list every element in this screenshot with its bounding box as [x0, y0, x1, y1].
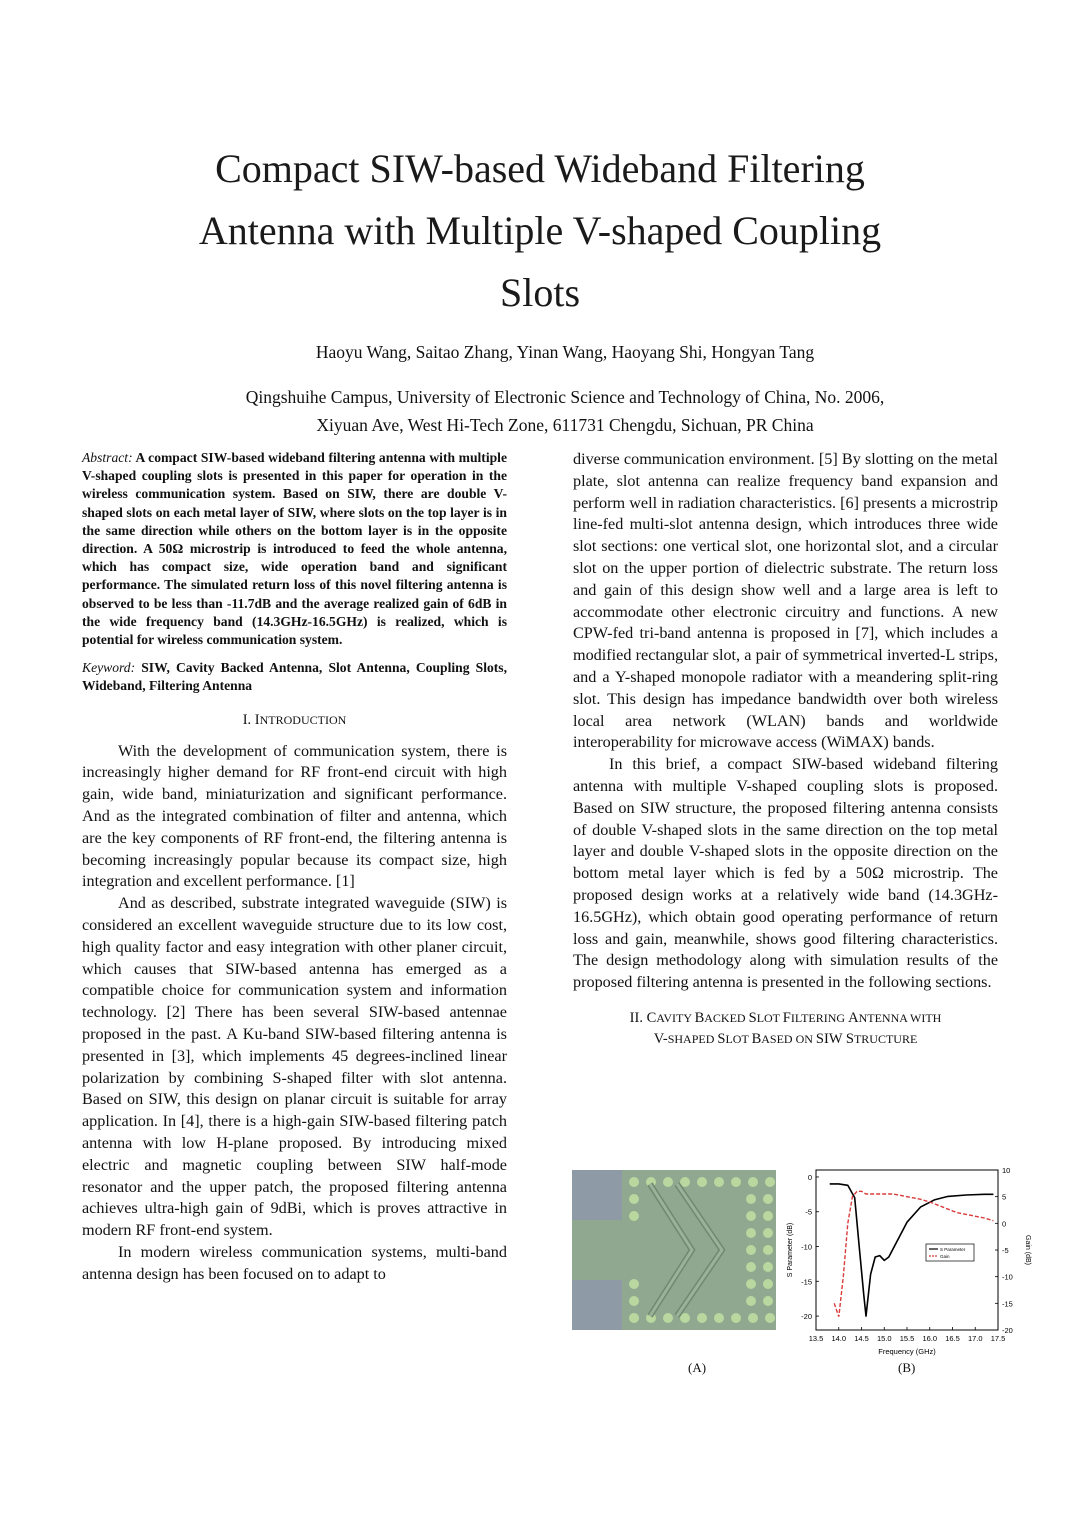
- x-tick-label: 17.5: [990, 1334, 1006, 1343]
- via: [748, 1313, 758, 1323]
- y-tick-label: -5: [805, 1207, 812, 1217]
- antenna-layout-figure: [572, 1170, 776, 1330]
- abstract: [82, 449, 507, 649]
- section-heading-introduction: [82, 710, 507, 731]
- via: [746, 1279, 756, 1289]
- heading-part: ACKED: [704, 1010, 749, 1025]
- via: [629, 1279, 639, 1289]
- heading-part: NTENNA WITH: [858, 1010, 942, 1025]
- via: [746, 1211, 756, 1221]
- x-axis-label: Frequency (GHz): [878, 1347, 936, 1356]
- via: [697, 1313, 707, 1323]
- microstrip-feed: [572, 1220, 624, 1280]
- via: [748, 1177, 758, 1187]
- via: [629, 1177, 639, 1187]
- paper-title: [100, 138, 980, 324]
- right-paragraph-2: In this brief, a compact SIW-based wideband filtering antenna with multiple V-shaped coupling slots is proposed. Based on SIW structure, the proposed filtering antenna consists of double V-shaped slots in the same direction on the top metal layer and double V-shaped slots in the opposite direction on the bottom metal layer which is fed by a 50Ω microstrip. The proposed design works at a relatively wide band (14.3GHz-16.5GHz), which obtain good operating performance of return loss and gain, meanwhile, shows good filtering characteristics. The design methodology along with simulation results of the proposed filtering antenna is presented in the following sections.: [573, 755, 998, 992]
- intro-paragraph-1: With the development of communication system, there is increasingly higher demand for RF front-end circuit with high gain, wide band, miniaturization and significant performance. And as the integrated combination of filter and antenna, which are the key components of RF front-end, the filtering antenna is becoming increasingly popular because its compact size, high integration and excellent performance. [1]: [82, 741, 507, 891]
- y2-tick-label: -10: [1002, 1272, 1013, 1282]
- title-line: Slots: [499, 270, 581, 315]
- y-tick-label: -10: [801, 1242, 812, 1252]
- x-tick-label: 16.5: [945, 1334, 960, 1343]
- y2-tick-label: -15: [1002, 1299, 1013, 1309]
- via: [765, 1313, 775, 1323]
- y2-axis-label: Gain (dB): [1024, 1235, 1031, 1265]
- heading-part: B: [694, 1009, 705, 1026]
- y2-tick-label: 5: [1002, 1192, 1007, 1202]
- via: [746, 1228, 756, 1238]
- intro-paragraph-2: And as described, substrate integrated waveguide (SIW) is considered an excellent waveguide structure due to its low cost, high quality factor and easy integration with other planer circuit, which causes that SIW-based antenna has emerged as a compatible choice for communication system and information technology. [2] There has been several SIW-based antennae proposed in the past. A Ku-band SIW-based filtering antenna is presented in [3], which implements 45 degrees-inclined linear polarization by combining S-shaped filter with slot antenna. Based on SIW, this design on planar circuit is suitable for array application. In [4], there is a high-gain SIW-based filtering patch antenna with low H-plane proposed. By introducing mixed electric and magnetic coupling between SIW half-mode resonator and the upper patch, the proposed filtering antenna achieves ultra-high gain of 9dBi, which is proves attractive in modern RF front-end system.: [82, 894, 507, 1240]
- x-tick-label: 14.0: [831, 1334, 847, 1343]
- via: [629, 1211, 639, 1221]
- via: [763, 1245, 773, 1255]
- feed-ground-top: [572, 1170, 622, 1220]
- via: [629, 1296, 639, 1306]
- y-tick-label: -20: [801, 1312, 812, 1322]
- figure-caption-a: (A): [688, 1360, 707, 1375]
- via: [746, 1194, 756, 1204]
- heading-part: TRUCTURE: [853, 1031, 918, 1046]
- abstract-text: A compact SIW-based wideband filtering antenna with multiple V-shaped coupling slots is presented in this paper for operation in the wireless communication system. Based on SIW, there are double V-shaped slots on each metal layer of SIW, where slots on the top layer is in the same direction while others on the bottom layer is in the opposite direction. A 50Ω microstrip is introduced to feed the whole antenna, which has compact size, wide operation band and significant performance. The simulated return loss of this novel filtering antenna is observed to be less than -11.7dB and the average realized gain of 6dB in the wide frequency band (14.3GHz-16.5GHz) is realized, which is potential for wireless communication system.: [82, 450, 507, 648]
- heading-part: LOT: [756, 1010, 783, 1025]
- title-line: Compact SIW-based Wideband Filtering: [215, 146, 865, 191]
- y2-tick-label: -5: [1002, 1246, 1009, 1255]
- heading-part: F: [782, 1009, 791, 1026]
- affiliation-line: Qingshuihe Campus, University of Electronic Science and Technology of China, No. 2006,: [245, 387, 885, 407]
- section-heading-2-line-2: [573, 1029, 998, 1050]
- via: [663, 1313, 673, 1323]
- y2-tick-label: 0: [1002, 1219, 1007, 1229]
- via: [763, 1211, 773, 1221]
- section-heading-2: [573, 1008, 998, 1050]
- y-tick-label: -15: [801, 1277, 812, 1287]
- via: [746, 1245, 756, 1255]
- heading-part: II. C: [629, 1009, 657, 1026]
- via: [763, 1296, 773, 1306]
- via: [731, 1313, 741, 1323]
- heading-part: A: [848, 1009, 859, 1026]
- via: [629, 1313, 639, 1323]
- right-paragraph-1: diverse communication environment. [5] By slotting on the metal plate, slot antenna can realize frequency band expansion and perform well in radiation characteristics. [6] presents a microstrip line-fed multi-slot antenna design, which introduces three wide slot sections: one vertical slot, one horizontal slot, and a circular slot on the upper portion of dielectric substrate. The return loss and gain of this design show well and a large area is left to accommodate other electronic circuitry and functions. A new CPW-fed tri-band antenna is proposed in [7], which includes a modified rectangular slot, a pair of symmetrical inverted-L strips, and a Y-shaped monopole radiator with a meandering split-ring slot. This design has impedance bandwidth over both wireless local area network (WLAN) bands and worldwide interoperability for microwave access (WiMAX) bands.: [573, 450, 998, 752]
- x-tick-label: 17.0: [967, 1334, 983, 1343]
- via: [697, 1177, 707, 1187]
- chart-legend: [926, 1244, 974, 1261]
- x-tick-label: 14.5: [854, 1334, 869, 1343]
- s-parameter-gain-chart: [780, 1162, 1040, 1356]
- via: [763, 1194, 773, 1204]
- heading-part: V-: [653, 1030, 668, 1047]
- feed-ground-bottom: [572, 1280, 622, 1330]
- heading-part: B: [751, 1030, 762, 1047]
- via: [763, 1262, 773, 1272]
- via: [629, 1194, 639, 1204]
- title-line: Antenna with Multiple V-shaped Coupling: [198, 208, 882, 253]
- left-column: [82, 449, 507, 1286]
- x-tick-label: 16.0: [922, 1334, 938, 1343]
- via: [731, 1177, 741, 1187]
- via: [746, 1296, 756, 1306]
- heading-part: SIW S: [815, 1030, 854, 1047]
- affiliation-line: Xiyuan Ave, West Hi-Tech Zone, 611731 Chengdu, Sichuan, PR China: [316, 415, 814, 435]
- keyword-text: SIW, Cavity Backed Antenna, Slot Antenna, Coupling Slots, Wideband, Filtering Antenna: [82, 660, 507, 694]
- y2-tick-label: 10: [1002, 1166, 1011, 1175]
- section-heading-part: I. I: [242, 711, 260, 728]
- via: [663, 1177, 673, 1187]
- via: [714, 1313, 724, 1323]
- heading-part: S: [717, 1030, 726, 1047]
- legend-label: Gain: [940, 1254, 950, 1259]
- y2-tick-label: -20: [1002, 1326, 1013, 1335]
- x-tick-label: 13.5: [808, 1334, 824, 1343]
- right-column: [573, 449, 998, 1060]
- heading-part: ILTERING: [790, 1010, 849, 1025]
- via: [746, 1262, 756, 1272]
- via: [763, 1228, 773, 1238]
- heading-part: S: [748, 1009, 757, 1026]
- heading-part: ASED ON: [761, 1031, 816, 1046]
- heading-part: LOT: [725, 1031, 752, 1046]
- section-heading-part: NTRODUCTION: [259, 712, 347, 727]
- legend-label: S Parameter: [940, 1247, 966, 1252]
- via: [765, 1177, 775, 1187]
- y-axis-label: S Parameter (dB): [787, 1222, 794, 1278]
- via: [763, 1279, 773, 1289]
- keyword-label: Keyword:: [82, 660, 136, 676]
- intro-paragraph-3: In modern wireless communication systems, multi-band antenna design has been focused on to adapt to: [82, 1242, 507, 1283]
- via: [714, 1177, 724, 1187]
- abstract-label: Abstract:: [82, 450, 133, 465]
- y-tick-label: 0: [807, 1172, 812, 1182]
- x-tick-label: 15.0: [876, 1334, 892, 1343]
- authors: Haoyu Wang, Saitao Zhang, Yinan Wang, Haoyang Shi, Hongyan Tang: [315, 342, 815, 362]
- figure-caption-b: (B): [898, 1360, 916, 1375]
- heading-part: AVITY: [656, 1010, 695, 1025]
- section-heading-2-line-1: [573, 1008, 998, 1029]
- heading-part: SHAPED: [667, 1031, 718, 1046]
- keywords: [82, 659, 507, 695]
- x-tick-label: 15.5: [899, 1334, 915, 1343]
- affiliation: [130, 383, 1000, 439]
